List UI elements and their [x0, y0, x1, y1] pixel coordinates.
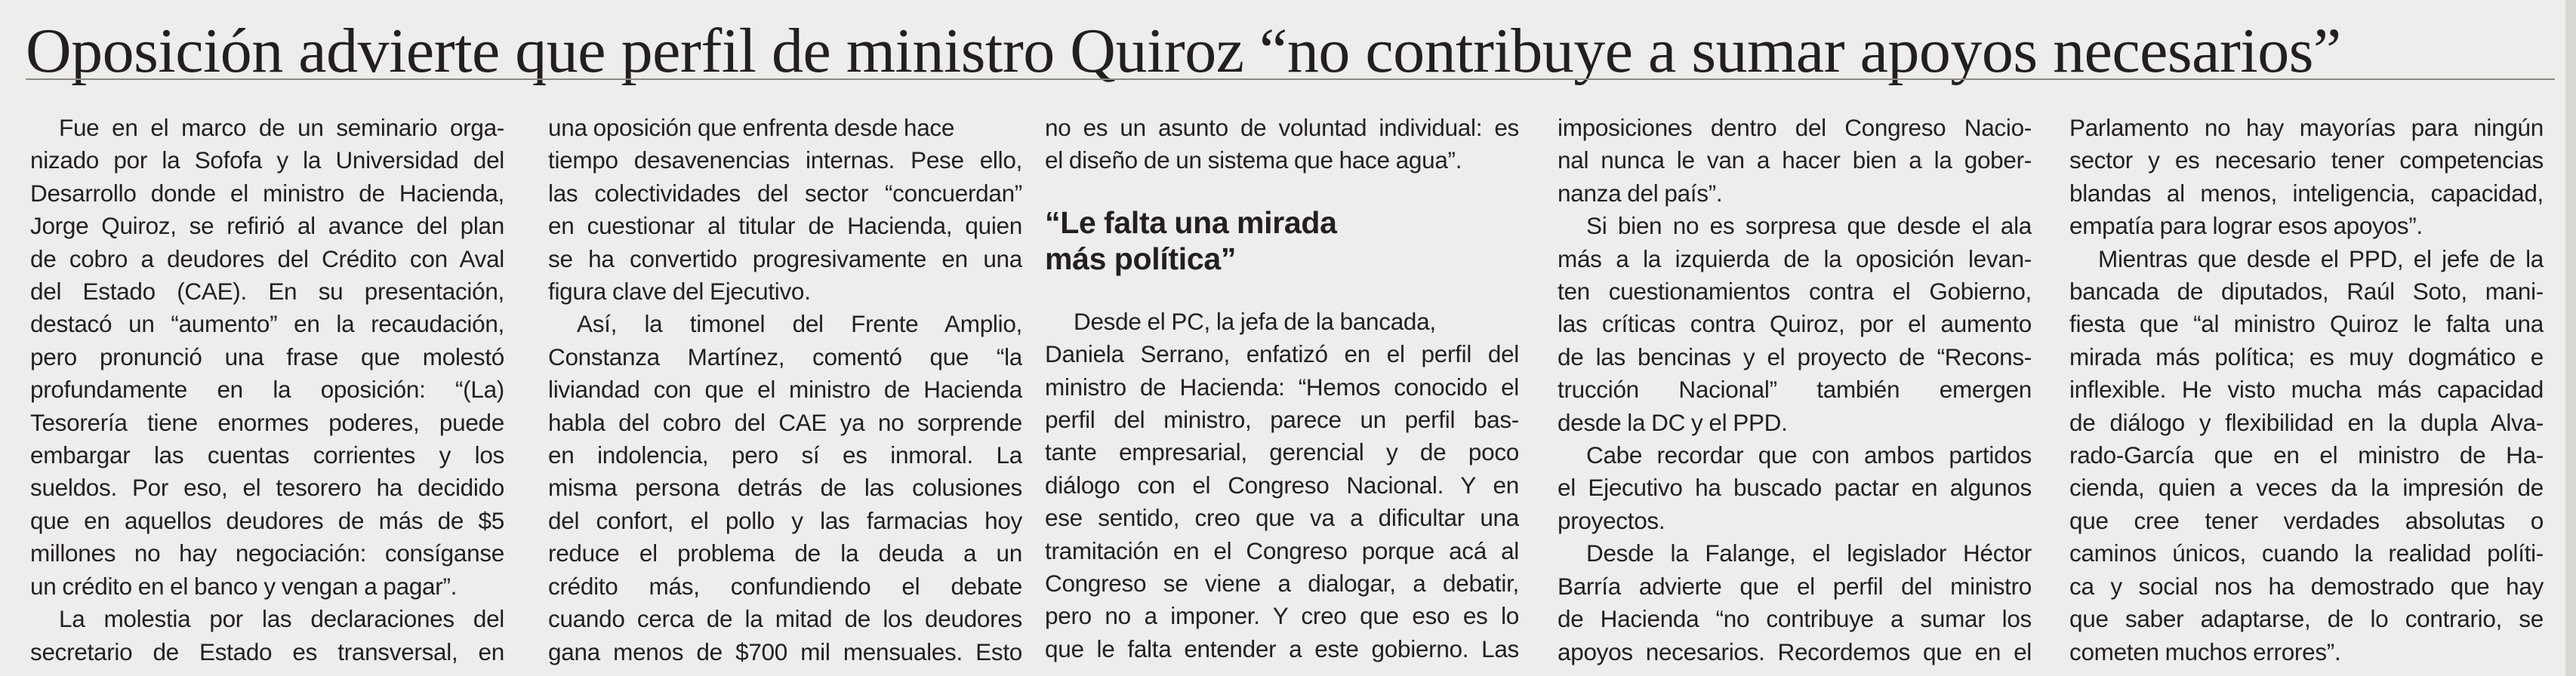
- subheading-line-2: más política”: [1045, 241, 1237, 276]
- text-line: cometen muchos errores”.: [2069, 638, 2341, 665]
- article-column-5: [2069, 112, 2544, 668]
- text-line: Tesorería tiene enormes poderes, puede: [30, 408, 504, 436]
- text-line: las críticas contra Quiroz, por el aumento: [1558, 310, 2032, 338]
- text-line: Desde la Falange, el legislador Héctor: [1586, 539, 2032, 567]
- text-line: no es un asunto de voluntad individual: es: [1045, 114, 1519, 141]
- text-line: Congreso se viene a dialogar, a debatir,: [1045, 570, 1519, 598]
- text-line: apoyos necesarios. Recordemos que en el: [1558, 638, 2032, 665]
- column-3-lines-before: [1045, 112, 1519, 177]
- text-line: mirada más política; es muy dogmático e: [2069, 343, 2544, 370]
- text-line: bancada de diputados, Raúl Soto, mani-: [2069, 278, 2544, 306]
- text-line: ca y social nos ha demostrado que hay: [2069, 572, 2544, 600]
- text-line: diálogo con el Congreso Nacional. Y en: [1045, 471, 1519, 499]
- text-line: nizado por la Sofofa y la Universidad del: [30, 146, 504, 174]
- headline: Oposición advierte que perfil de ministro Quiroz “no contribuye a sumar apoyos necesarios”: [26, 16, 2341, 86]
- text-line: las colectividades del sector “concuerdan”: [548, 179, 1022, 207]
- text-line: de cobro a deudores del Crédito con Aval: [30, 244, 504, 272]
- text-line: Daniela Serrano, enfatizó en el perfil del: [1045, 340, 1519, 368]
- text-line: del Estado (CAE). En su presentación,: [30, 278, 504, 306]
- text-line: tiempo desavenencias internas. Pese ello,: [548, 146, 1022, 174]
- text-line: secretario de Estado es transversal, en: [30, 638, 504, 665]
- text-line: ten cuestionamientos contra el Gobierno,: [1558, 278, 2032, 306]
- text-line: un crédito en el banco y vengan a pagar”.: [30, 572, 458, 600]
- text-line: reduce el problema de la deuda a un: [548, 539, 1022, 567]
- text-line: de las bencinas y el proyecto de “Recons-: [1558, 343, 2032, 370]
- text-line: sector y es necesario tener competencias: [2069, 146, 2544, 174]
- text-line: de Hacienda “no contribuye a sumar los: [1558, 605, 2032, 633]
- article-column-1: [30, 112, 504, 668]
- article-column-2: [548, 112, 1022, 668]
- text-line: desde la DC y el PPD.: [1558, 408, 1788, 436]
- text-line: tante empresarial, gerencial y de poco: [1045, 438, 1519, 466]
- text-line: se ha convertido progresivamente en una: [548, 244, 1022, 272]
- text-line: sueldos. Por eso, el tesorero ha decidido: [30, 474, 504, 502]
- text-line: el diseño de un sistema que hace agua”.: [1045, 146, 1462, 174]
- text-line: pero no a imponer. Y creo que eso es lo: [1045, 602, 1519, 630]
- text-line: nanza del país”.: [1558, 179, 1723, 207]
- text-line: Constanza Martínez, comentó que “la: [548, 343, 1022, 370]
- text-line: empatía para lograr esos apoyos”.: [2069, 212, 2423, 240]
- text-line: cuando cerca de la mitad de los deudores: [548, 605, 1022, 633]
- text-line: fiesta que “al ministro Quiroz le falta una: [2069, 310, 2544, 338]
- text-line: Parlamento no hay mayorías para ningún: [2069, 114, 2544, 141]
- text-line: inflexible. He visto mucha más capacidad: [2069, 376, 2544, 404]
- text-line: Fue en el marco de un seminario orga-: [59, 114, 504, 141]
- text-line: rado-García que en el ministro de Ha-: [2069, 441, 2544, 469]
- text-line: caminos únicos, cuando la realidad políti-: [2069, 539, 2544, 567]
- text-line: crédito más, confundiendo el debate: [548, 572, 1022, 600]
- column-3-lines-after: [1045, 306, 1519, 665]
- text-line: tramitación en el Congreso porque acá al: [1045, 536, 1519, 564]
- text-line: el Ejecutivo ha buscado pactar en algunos: [1558, 474, 2032, 502]
- text-line: habla del cobro del CAE ya no sorprende: [548, 408, 1022, 436]
- text-line: una oposición que enfrenta desde hace: [548, 114, 955, 141]
- text-line: ese sentido, creo que va a dificultar una: [1045, 504, 1519, 532]
- text-line: Jorge Quiroz, se refirió al avance del plan: [30, 212, 504, 240]
- text-line: millones no hay negociación: consíganse: [30, 539, 504, 567]
- text-line: destacó un “aumento” en la recaudación,: [30, 310, 504, 338]
- article-column-3: [1045, 112, 1519, 665]
- text-line: cienda, quien a veces da la impresión de: [2069, 474, 2544, 502]
- text-line: de diálogo y flexibilidad en la dupla Alva-: [2069, 408, 2544, 436]
- text-line: trucción Nacional” también emergen: [1558, 376, 2032, 404]
- text-line: figura clave del Ejecutivo.: [548, 278, 811, 306]
- subheading-line-1: “Le falta una mirada: [1045, 204, 1337, 240]
- subheading: [1045, 204, 1519, 277]
- text-line: que saber adaptarse, de lo contrario, se: [2069, 605, 2544, 633]
- text-line: Así, la timonel del Frente Amplio,: [577, 310, 1022, 338]
- headline-rule: [26, 78, 2555, 80]
- article-column-4: [1558, 112, 2032, 668]
- text-line: que le falta entender a este gobierno. Las: [1045, 635, 1519, 662]
- page-edge: [2565, 0, 2576, 676]
- text-line: misma persona detrás de las colusiones: [548, 474, 1022, 502]
- text-line: gana menos de $700 mil mensuales. Esto: [548, 638, 1022, 665]
- text-line: del confort, el pollo y las farmacias hoy: [548, 506, 1022, 534]
- text-line: perfil del ministro, parece un perfil bas-: [1045, 406, 1519, 434]
- text-line: nal nunca le van a hacer bien a la gober-: [1558, 146, 2032, 174]
- text-line: Desde el PC, la jefa de la bancada,: [1074, 307, 1436, 335]
- text-line: más a la izquierda de la oposición levan-: [1558, 244, 2032, 272]
- text-line: La molestia por las declaraciones del: [59, 605, 504, 633]
- text-line: Barría advierte que el perfil del ministro: [1558, 572, 2032, 600]
- text-line: que cree tener verdades absolutas o: [2069, 506, 2544, 534]
- text-line: Si bien no es sorpresa que desde el ala: [1586, 212, 2032, 240]
- text-line: Desarrollo donde el ministro de Hacienda,: [30, 179, 504, 207]
- text-line: blandas al menos, inteligencia, capacidad,: [2069, 179, 2544, 207]
- text-line: proyectos.: [1558, 506, 1665, 534]
- text-line: pero pronunció una frase que molestó: [30, 343, 504, 370]
- text-line: que en aquellos deudores de más de $5: [30, 506, 504, 534]
- text-line: Cabe recordar que con ambos partidos: [1586, 441, 2032, 469]
- text-line: en cuestionar al titular de Hacienda, quien: [548, 212, 1022, 240]
- text-line: imposiciones dentro del Congreso Nacio-: [1558, 114, 2032, 141]
- text-line: Mientras que desde el PPD, el jefe de la: [2098, 244, 2544, 272]
- text-line: embargar las cuentas corrientes y los: [30, 441, 504, 469]
- text-line: en indolencia, pero sí es inmoral. La: [548, 441, 1022, 469]
- text-line: profundamente en la oposición: “(La): [30, 376, 504, 404]
- text-line: liviandad con que el ministro de Hacienda: [548, 376, 1022, 404]
- text-line: ministro de Hacienda: “Hemos conocido el: [1045, 373, 1519, 401]
